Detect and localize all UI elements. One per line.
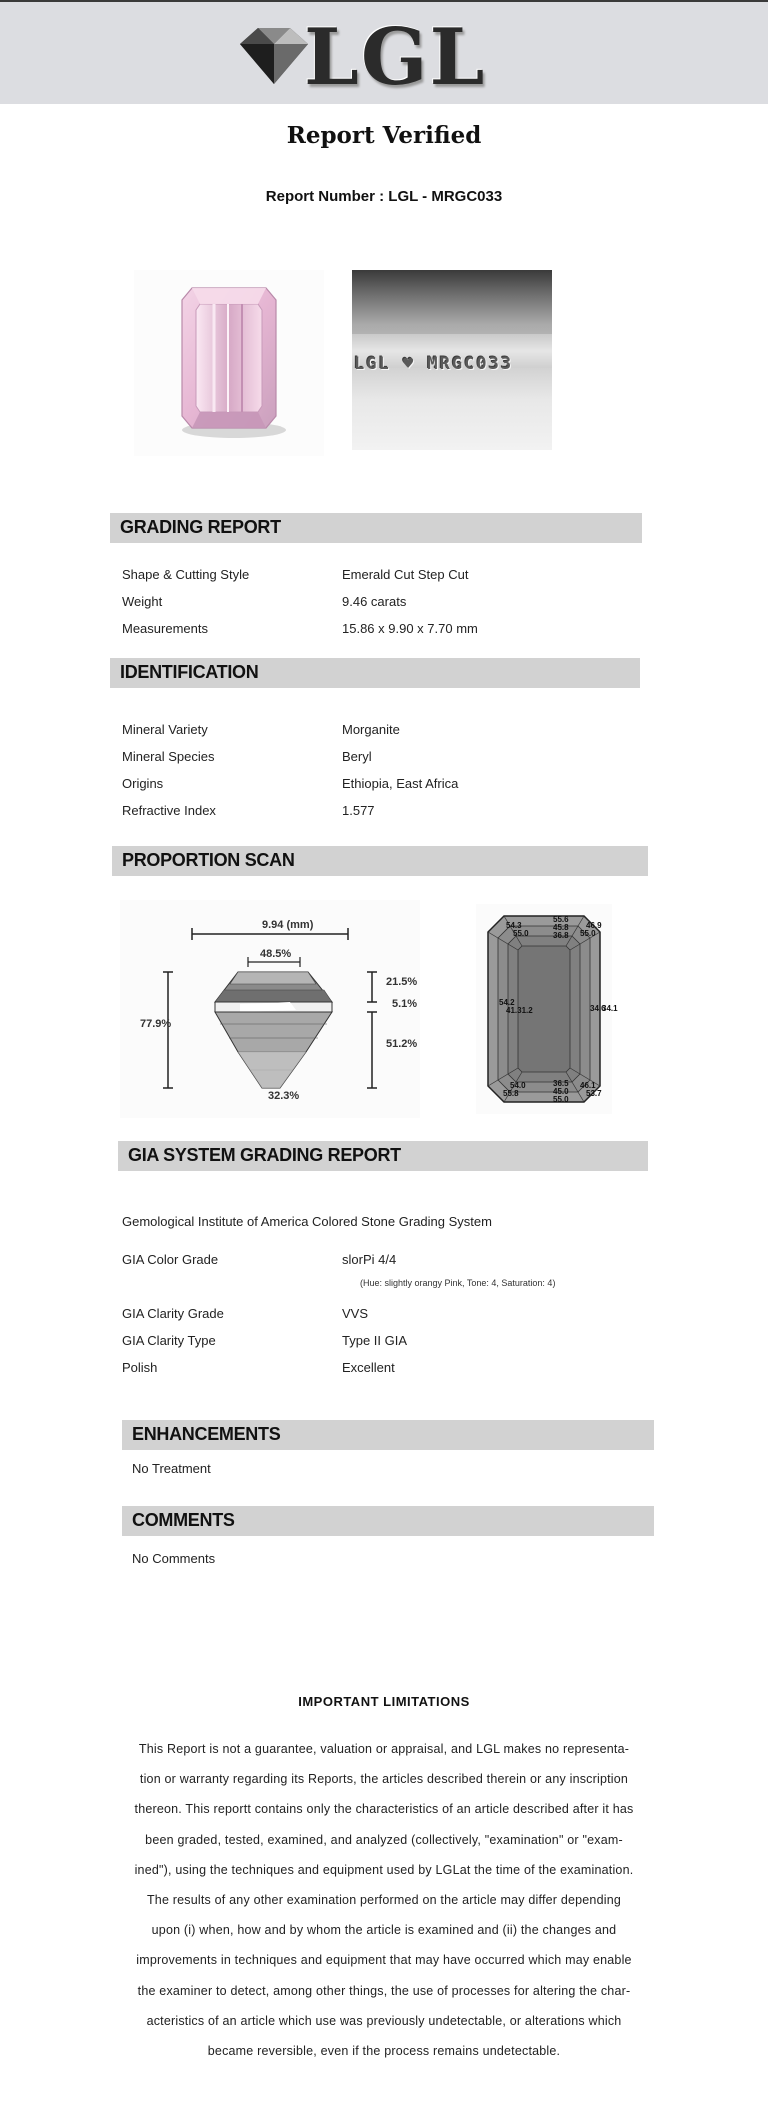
- limitations-line: became reversible, even if the process remains undetectable.: [207, 2044, 561, 2059]
- measurements-value: 15.86 x 9.90 x 7.70 mm: [342, 621, 478, 636]
- mineral-variety-value: Morganite: [342, 722, 400, 737]
- shape-label: Shape & Cutting Style: [122, 567, 250, 582]
- header-banner: [0, 2, 768, 104]
- limitations-line: upon (i) when, how and by whom the article is examined and (ii) the changes and: [151, 1923, 617, 1938]
- top-right-label-1: 46.9: [586, 921, 602, 930]
- mineral-variety-label: Mineral Variety: [122, 722, 208, 737]
- total-depth-label: 77.9%: [140, 1018, 172, 1030]
- bottom-left-label-2: 55.8: [503, 1089, 519, 1098]
- limitations-line: improvements in techniques and equipment that may have occurred which may enable: [136, 1953, 632, 1968]
- crown-height-label: 21.5%: [386, 976, 418, 988]
- page-title: Report Verified: [286, 122, 482, 149]
- identification-header: [110, 658, 640, 688]
- section-title: IDENTIFICATION: [120, 662, 259, 682]
- bottom-label-2: 45.0: [553, 1087, 569, 1096]
- polish-value: Excellent: [342, 1360, 395, 1375]
- width-label: 9.94 (mm): [262, 919, 314, 931]
- logo-text: LGL: [304, 12, 487, 103]
- enhancements-header: [122, 1420, 654, 1450]
- limitations-text: [110, 1734, 658, 2066]
- gia-color-grade-value: slorPi 4/4: [342, 1252, 397, 1267]
- limitations-line: the examiner to detect, among other things, the use of processes for altering the char-: [137, 1983, 631, 1998]
- refractive-index-value: 1.577: [342, 803, 375, 818]
- gia-clarity-type-value: Type II GIA: [342, 1333, 408, 1348]
- gia-clarity-grade-label: GIA Clarity Grade: [122, 1306, 224, 1321]
- top-label-1: 55.6: [553, 915, 569, 924]
- grading-report-header: [110, 513, 642, 543]
- left-label-1: 54.2: [499, 998, 515, 1007]
- limitations-line: acteristics of an article which use was previously undetectable, or alterations which: [146, 2013, 622, 2028]
- limitations-line: This Report is not a guarantee, valuation or appraisal, and LGL makes no representa-: [138, 1742, 630, 1756]
- bottom-right-label-2: 53.7: [586, 1089, 602, 1098]
- inscription-text: LGL ♥ MRGC033: [354, 354, 514, 374]
- top-left-label-2: 55.0: [513, 929, 529, 938]
- origins-value: Ethiopia, East Africa: [342, 776, 459, 791]
- refractive-index-label: Refractive Index: [122, 803, 216, 818]
- comments-header: [122, 1506, 654, 1536]
- section-title: COMMENTS: [132, 1510, 235, 1530]
- gia-color-grade-label: GIA Color Grade: [122, 1252, 219, 1267]
- measurements-label: Measurements: [122, 621, 208, 636]
- bottom-label-1: 36.5: [553, 1079, 569, 1088]
- top-label-3: 36.8: [553, 931, 569, 940]
- top-view-diagram: [476, 904, 618, 1114]
- section-title: GIA SYSTEM GRADING REPORT: [128, 1145, 401, 1165]
- bottom-left-label-1: 54.0: [510, 1081, 526, 1090]
- top-left-label-1: 54.3: [506, 921, 522, 930]
- limitations-line: thereon. This reportt contains only the characteristics of an article described after it has: [134, 1802, 634, 1817]
- limitations-line: been graded, tested, examined, and analyzed (collectively, "examination" or "exam-: [145, 1832, 623, 1847]
- gemstone-photo: [134, 270, 324, 456]
- inscription-photo: [352, 270, 552, 450]
- diamond-logo-icon: [234, 22, 314, 92]
- report-number: Report Number : LGL - MRGC033: [265, 188, 503, 205]
- section-title: PROPORTION SCAN: [122, 850, 295, 870]
- side-profile-diagram: [120, 900, 420, 1118]
- gia-color-note: (Hue: slightly orangy Pink, Tone: 4, Saturation: 4): [360, 1278, 556, 1288]
- limitations-title: IMPORTANT LIMITATIONS: [298, 1694, 470, 1709]
- culet-label: 32.3%: [268, 1090, 300, 1102]
- right-label-1: 34.6: [590, 1004, 606, 1013]
- shape-value: Emerald Cut Step Cut: [342, 567, 469, 582]
- gia-clarity-grade-value: VVS: [342, 1306, 369, 1321]
- girdle-thickness-label: 5.1%: [392, 998, 418, 1010]
- mineral-species-value: Beryl: [342, 749, 372, 764]
- top-right-label-2: 55.0: [580, 929, 596, 938]
- limitations-line: ined"), using the techniques and equipment used by LGLat the time of the examination.: [134, 1862, 634, 1877]
- origins-label: Origins: [122, 776, 164, 791]
- bottom-label-3: 55.0: [553, 1095, 569, 1104]
- limitations-line: tion or warranty regarding its Reports, the articles described therein or any inscription: [139, 1772, 629, 1787]
- pavilion-depth-label: 51.2%: [386, 1038, 418, 1050]
- table-percent-label: 48.5%: [260, 948, 292, 960]
- lgl-logo: [234, 12, 494, 103]
- limitations-line: The results of any other examination performed on the article may differ depending: [146, 1893, 622, 1908]
- proportion-scan-header: [112, 846, 648, 876]
- polish-label: Polish: [122, 1360, 158, 1375]
- right-label-2: 34.1: [602, 1004, 618, 1013]
- gia-system-name: Gemological Institute of America Colored Stone Grading System: [122, 1214, 492, 1229]
- enhancements-text: No Treatment: [132, 1461, 211, 1476]
- comments-text: No Comments: [132, 1551, 216, 1566]
- gia-clarity-type-label: GIA Clarity Type: [122, 1333, 216, 1348]
- section-title: ENHANCEMENTS: [132, 1424, 281, 1444]
- top-label-2: 45.8: [553, 923, 569, 932]
- weight-value: 9.46 carats: [342, 594, 407, 609]
- left-label-2: 41.31.2: [506, 1006, 533, 1015]
- mineral-species-label: Mineral Species: [122, 749, 215, 764]
- bottom-right-label-1: 46.1: [580, 1081, 596, 1090]
- weight-label: Weight: [122, 594, 163, 609]
- section-title: GRADING REPORT: [120, 517, 281, 537]
- gia-report-header: [118, 1141, 648, 1171]
